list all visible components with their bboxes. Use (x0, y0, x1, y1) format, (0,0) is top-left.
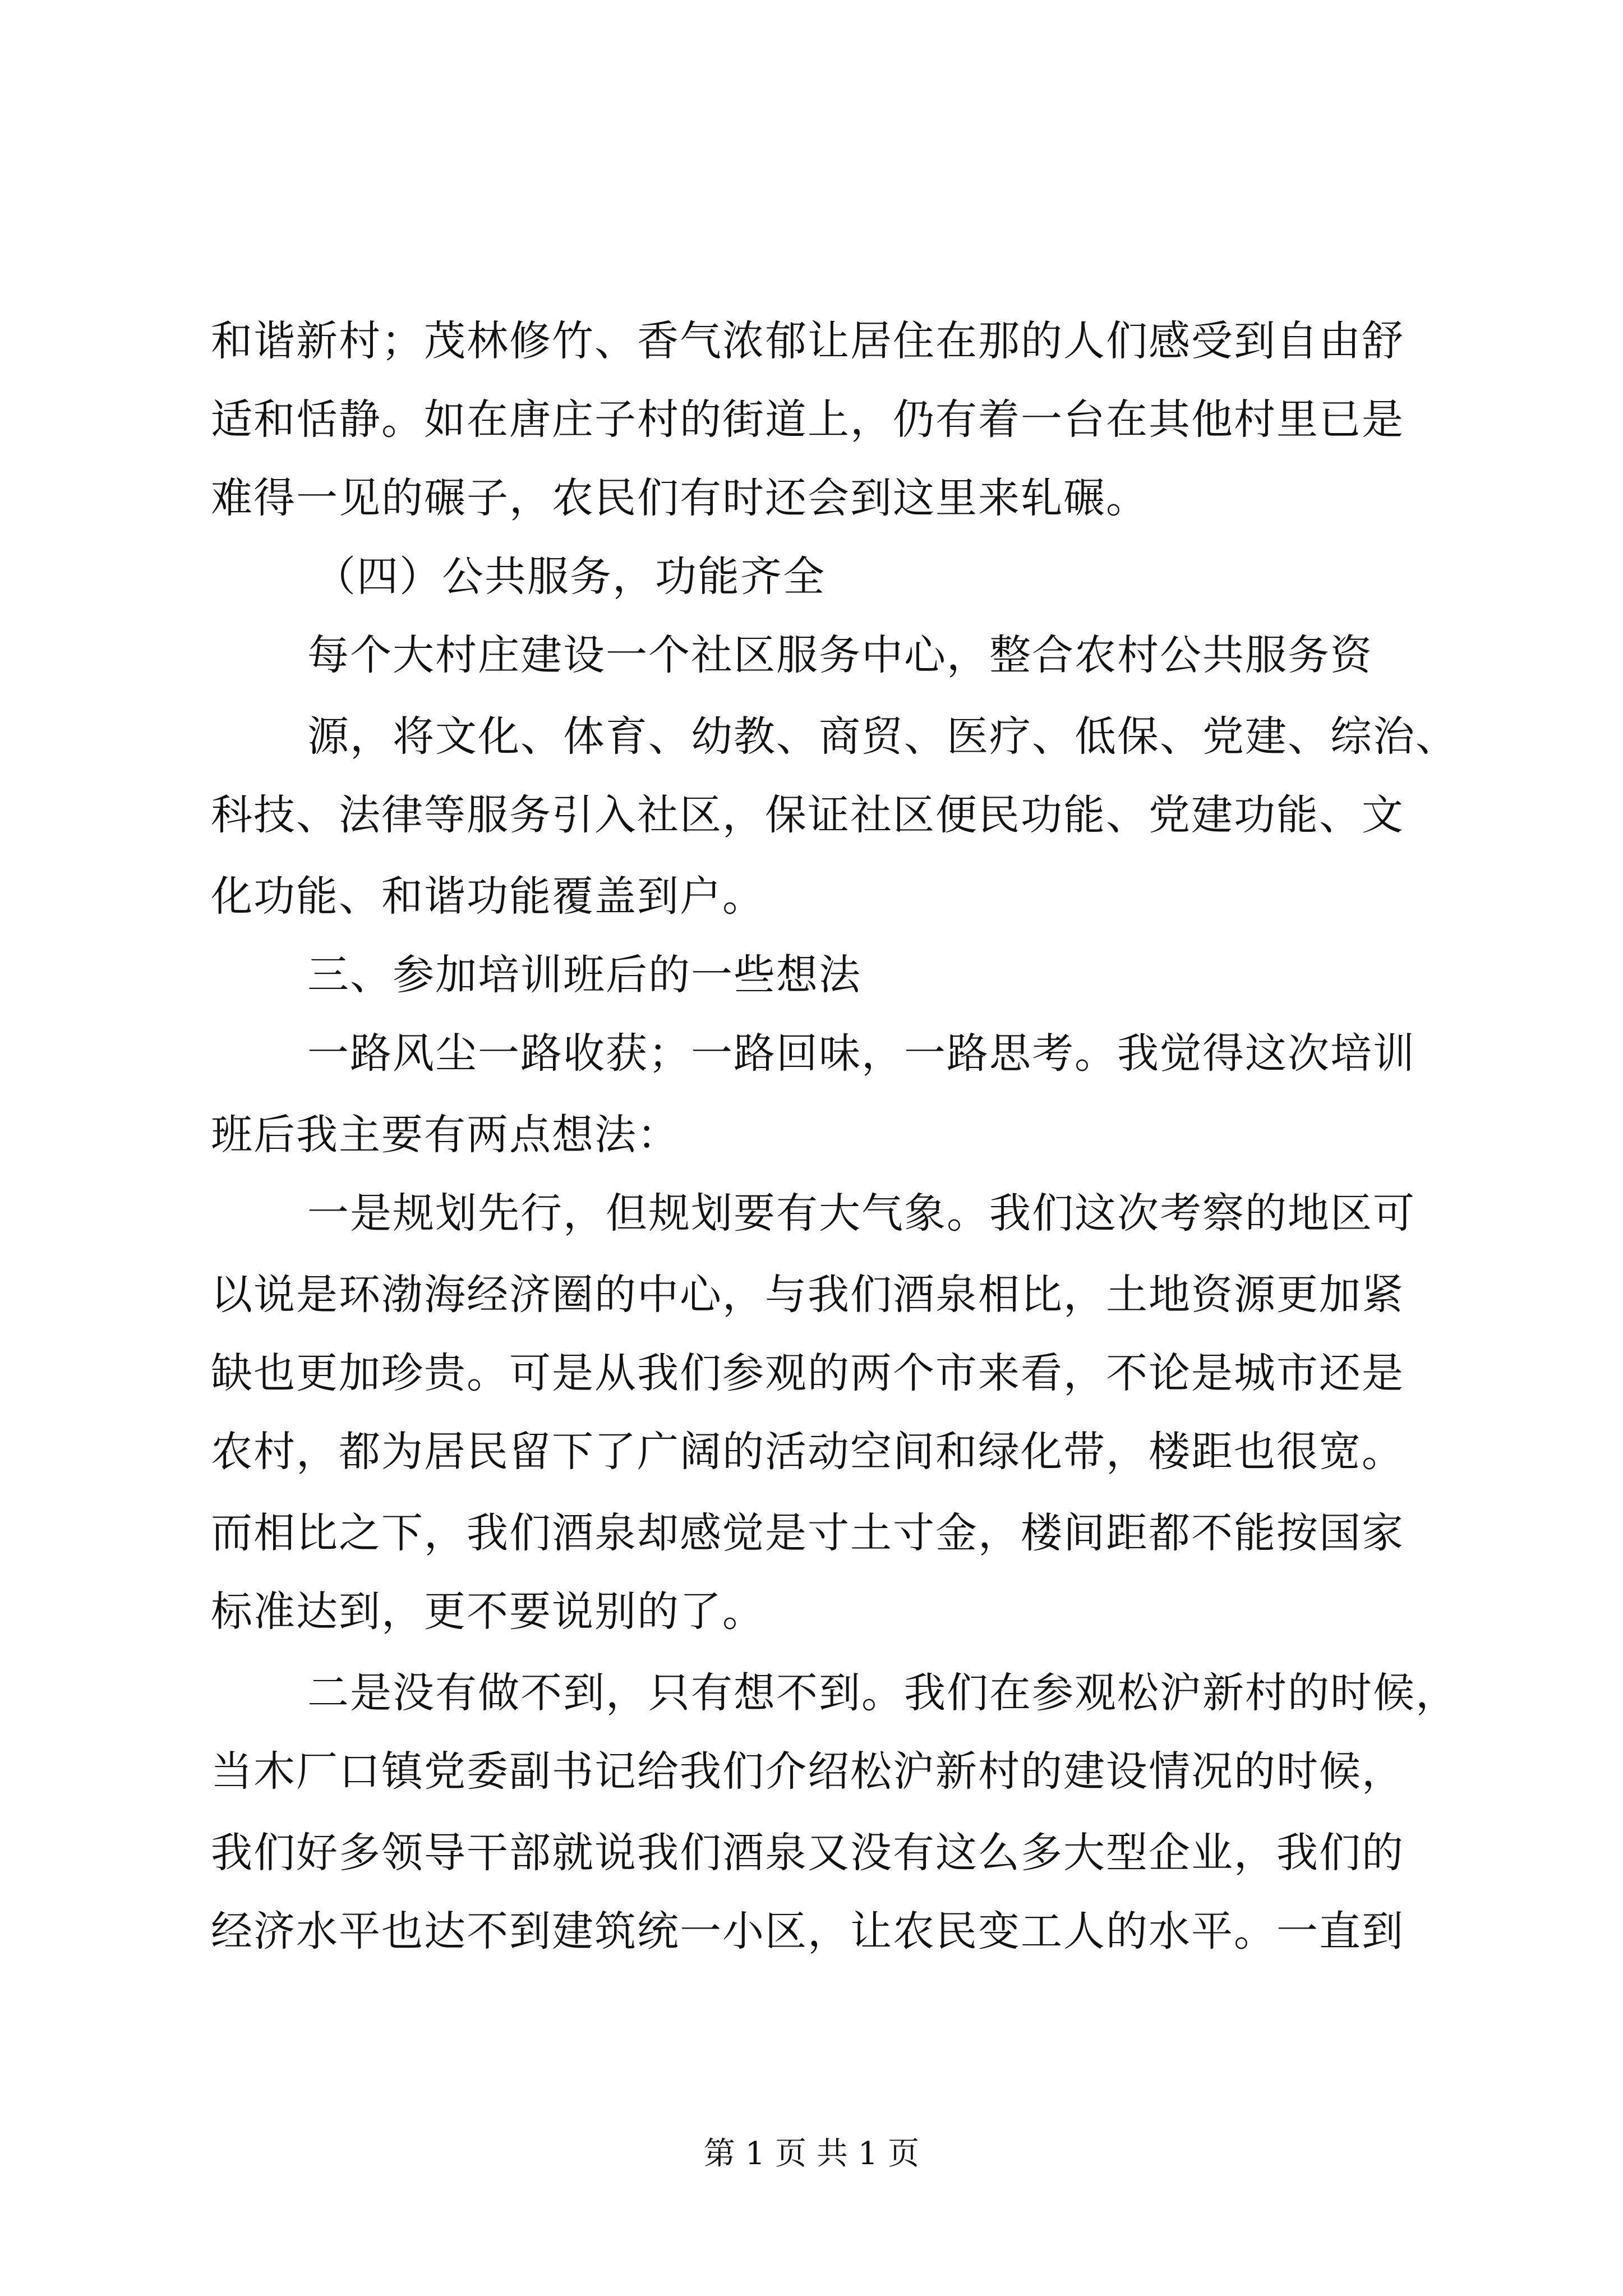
text-line: 二是没有做不到，只有想不到。我们在参观松沪新村的时候， (307, 1669, 1458, 1717)
text-line: 班后我主要有两点想法： (211, 1111, 680, 1159)
text-line: 而相比之下，我们酒泉却感觉是寸土寸金，楼间距都不能按国家 (211, 1509, 1404, 1557)
text-line: 适和恬静。如在唐庄子村的街道上，仍有着一台在其他村里已是 (211, 395, 1404, 444)
text-line: 一路风尘一路收获；一路回味，一路思考。我觉得这次培训 (307, 1029, 1415, 1078)
text-line: 难得一见的碾子，农民们有时还会到这里来轧碾。 (211, 474, 1149, 522)
text-line: 我们好多领导干部就说我们酒泉又没有这么多大型企业，我们的 (211, 1829, 1404, 1877)
text-line: 和谐新村；茂林修竹、香气浓郁让居住在那的人们感受到自由舒 (211, 317, 1404, 365)
text-line: 化功能、和谐功能覆盖到户。 (211, 872, 765, 921)
text-line: 缺也更加珍贵。可是从我们参观的两个市来看，不论是城市还是 (211, 1349, 1404, 1397)
page-footer: 第 1 页 共 1 页 (703, 2136, 920, 2172)
text-line: 农村，都为居民留下了广阔的活动空间和绿化带，楼距也很宽。 (211, 1428, 1404, 1476)
text-line: 每个大村庄建设一个社区服务中心，整合农村公共服务资 (307, 631, 1373, 679)
section-heading: 三、参加培训班后的一些想法 (307, 951, 861, 999)
text-line: 标准达到，更不要说别的了。 (211, 1588, 765, 1636)
text-line: 当木厂口镇党委副书记给我们介绍松沪新村的建设情况的时候， (211, 1747, 1404, 1796)
section-heading: （四）公共服务，功能齐全 (314, 553, 826, 601)
text-line: 源，将文化、体育、幼教、商贸、医疗、低保、党建、综治、 (307, 712, 1458, 761)
text-line: 以说是环渤海经济圈的中心，与我们酒泉相比，土地资源更加紧 (211, 1271, 1404, 1319)
text-line: 经济水平也达不到建筑统一小区，让农民变工人的水平。一直到 (211, 1907, 1404, 1955)
text-line: 科技、法律等服务引入社区，保证社区便民功能、党建功能、文 (211, 791, 1404, 839)
text-line: 一是规划先行，但规划要有大气象。我们这次考察的地区可 (307, 1189, 1415, 1237)
